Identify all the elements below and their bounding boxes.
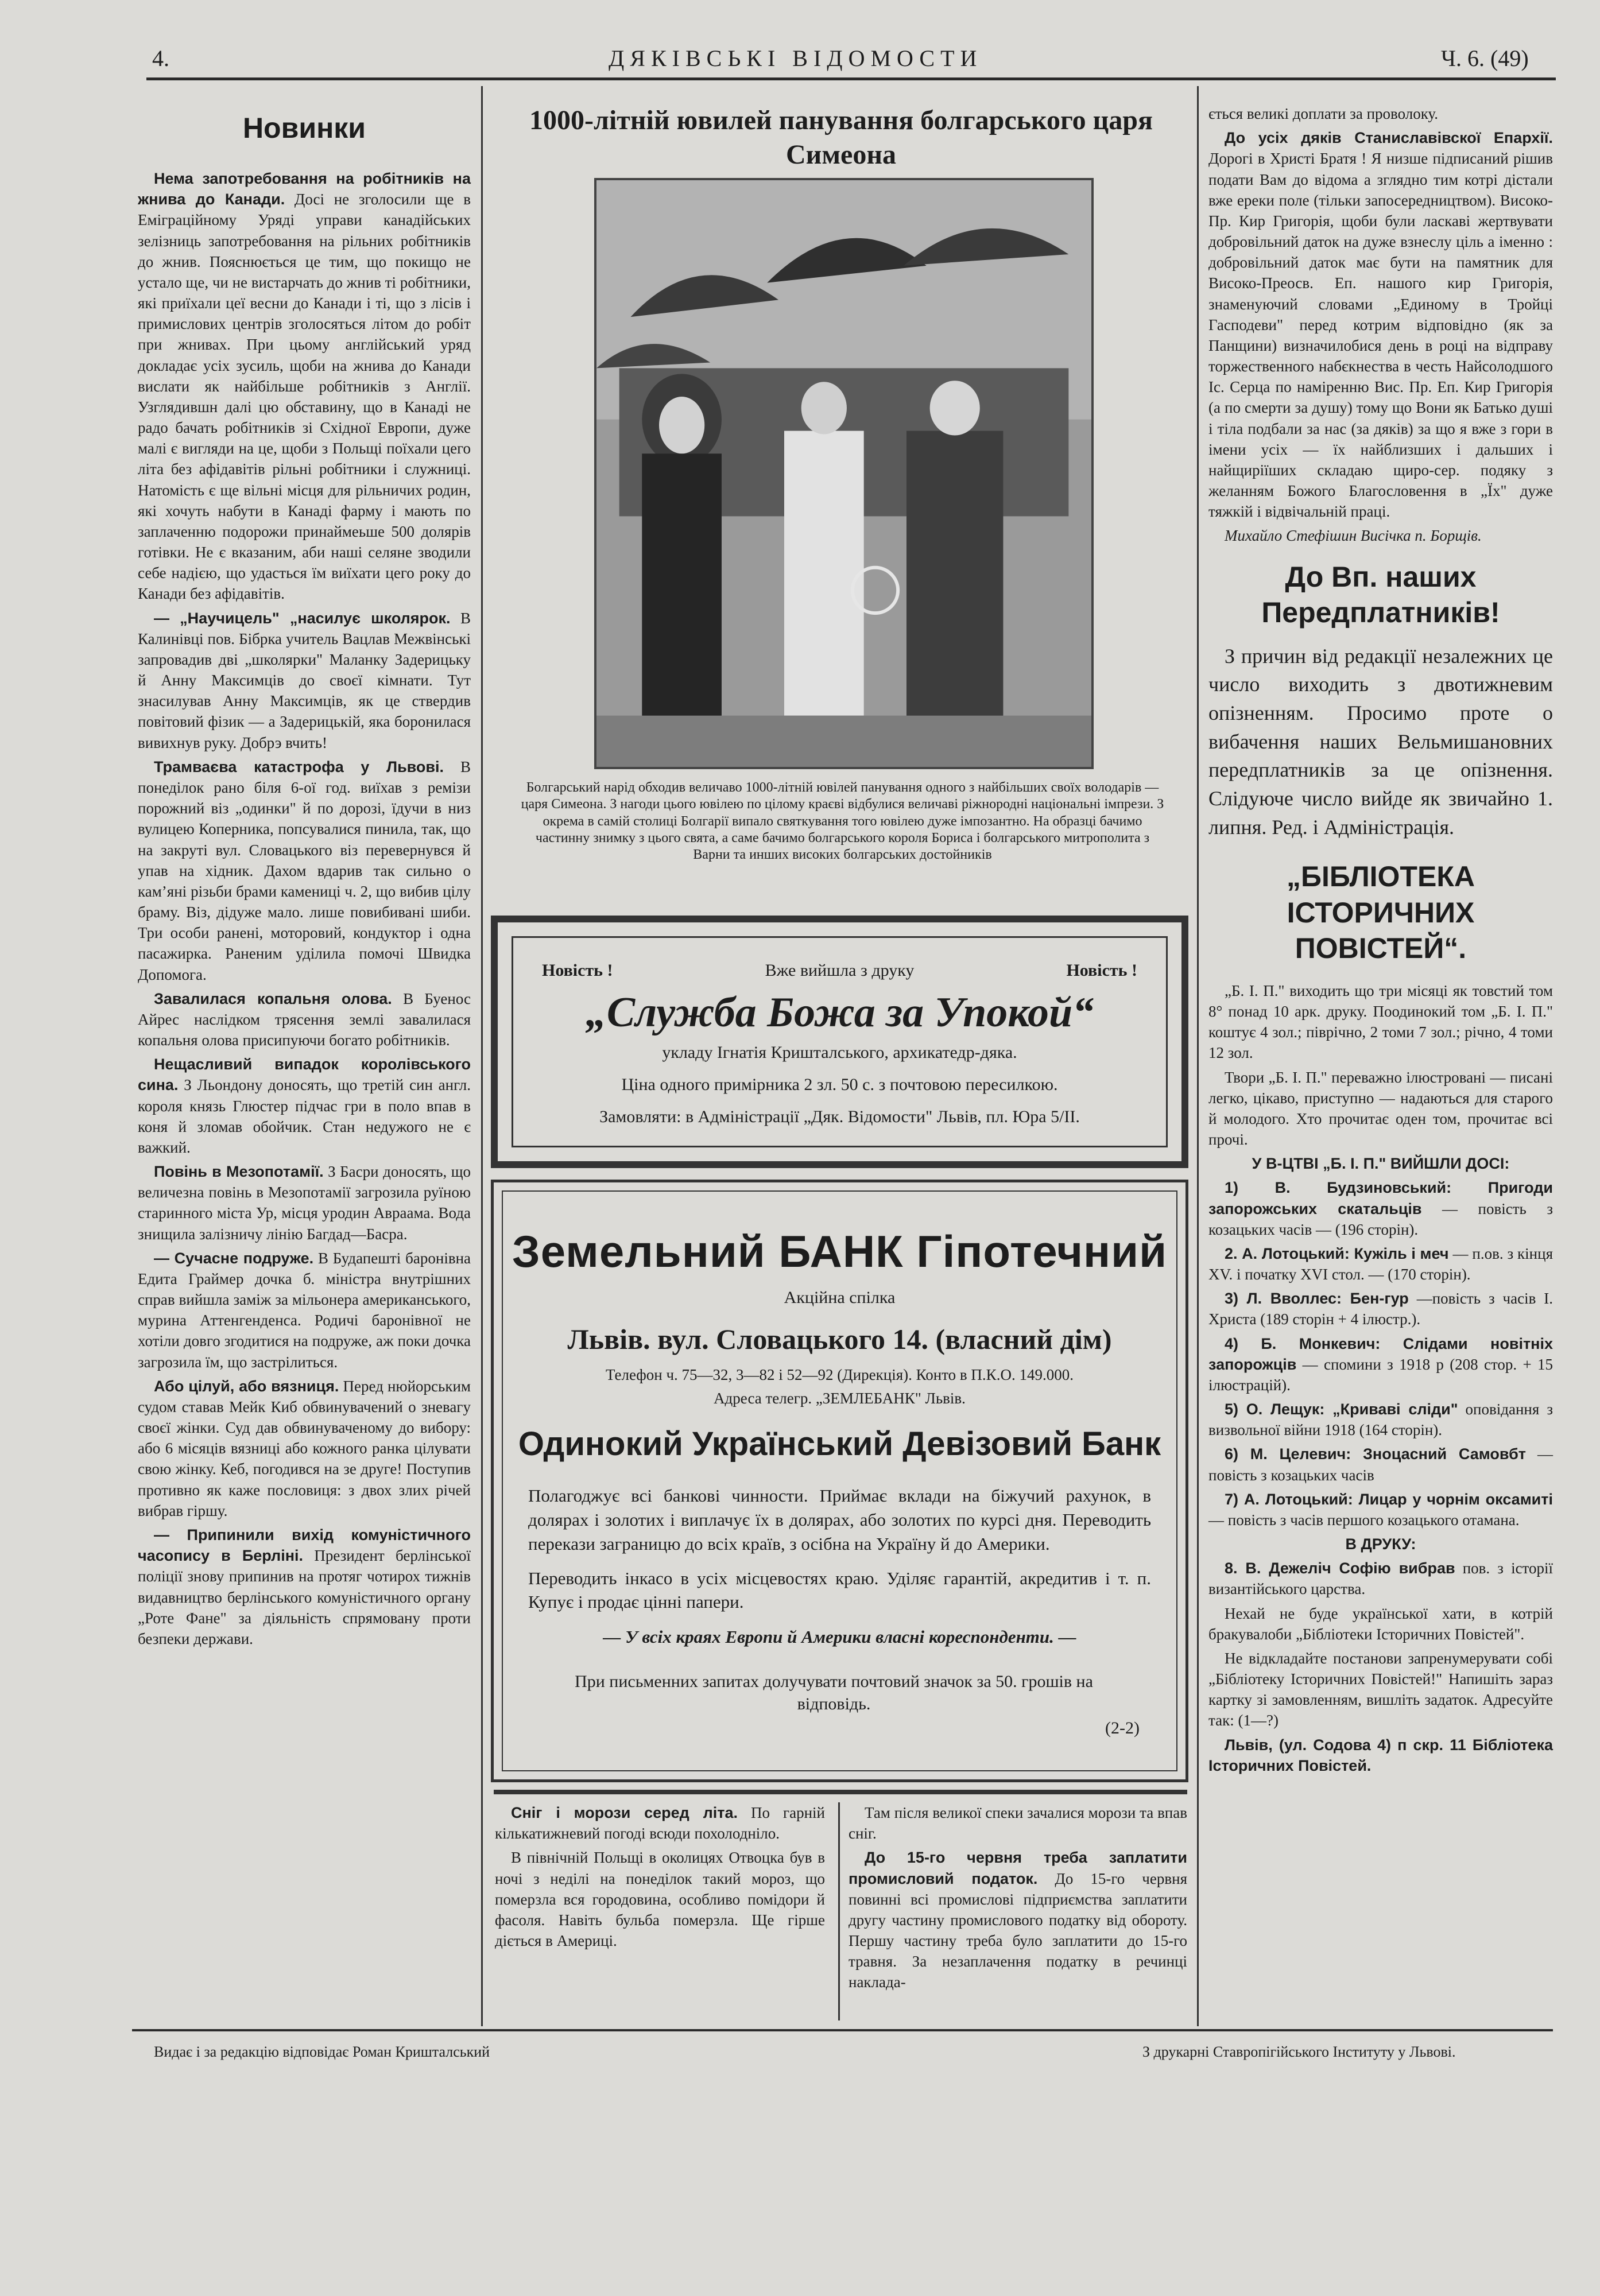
- continued-text: ється великі доплати за проволоку.: [1208, 105, 1438, 122]
- lower-right-column: [849, 1802, 1187, 1996]
- letter-signature: Михайло Стефішин Висічка п. Борщів.: [1225, 527, 1482, 545]
- photo-caption: Болгарський нарід обходив величаво 1000-літній ювілей панування одного з найбільших своїх володарів — царя Симеона. З нагоди цього ювілею по цілому краєві відбулися величаві ріжнородні національні імпрези. З окрема в самій столиці Болгарії випало святкування того ювілею дуже імпозантно. На образці бачимо частинну знимку з цього свята, а саме бачимо болгарського короля Бориса і болгарського митрополита з Варни та инших високих болгарських достойників: [521, 780, 1164, 863]
- news-item: Нещасливий випадок королівського сина. З Льондону доносять, що третій син англ. короля князь Глюстер підчас гри в поло впав в коня й зломав обойчик. Стан недужого не є важкий.: [138, 1056, 471, 1156]
- bank-services-2: Переводить інкасо в усіх місцевостях краю. Уділяє гарантій, акредитив і т. п. Купує і продає цінні папери.: [528, 1568, 1151, 1612]
- library-info: „Б. І. П." виходить що три місяці як товстий том 8° понад 10 арк. друку. Поодинокий том „Б. І. П." коштує 4 зол.; піврічно, 2 томи 7 зол.; річно, 4 томи 12 зол.: [1208, 982, 1553, 1062]
- footer-printer: З друкарні Ставропігійського Інституту у Львові.: [1142, 2043, 1456, 2060]
- book-item: 2. А. Лотоцький: Кужіль і меч — п.ов. з кінця XV. і початку XVI стол. — (170 сторін).: [1208, 1244, 1553, 1283]
- library-appeal-2: Не відкладайте постанови запренумерувати собі „Бібліотеку Історичних Повістей!" Напишіть зараз картку зі замовленням, вишліть задаток. Адресуйте так: (1—?): [1208, 1649, 1553, 1729]
- subscribers-heading: До Вп. наших Передплатників!: [1261, 560, 1500, 629]
- book-item: 6) М. Целевич: Зноцасний Самовбт — повість з козацьких часів: [1208, 1445, 1553, 1484]
- prayer-book-title: „Служба Божа за Упокой“: [585, 989, 1094, 1036]
- bank-name: Земельний БАНК Гіпотечний: [512, 1226, 1168, 1277]
- news-heading: Новинки: [242, 112, 366, 144]
- prayer-book-ad-top-row: [513, 938, 1166, 980]
- book-item: 7) А. Лотоцький: Лицар у чорнім оксамиті — повість з часів першого козацького отамана.: [1208, 1490, 1553, 1529]
- news-item: Завалилася копальня олова. В Буенос Айрес наслідком трясення землі завалилася копальня олова присипуючи богато робітників.: [138, 990, 471, 1049]
- column-divider-right: [1197, 86, 1199, 2026]
- photo-illustration: [596, 180, 1091, 767]
- bank-note: При письменних запитах долучувати почтовий значок за 50. грошів на відповідь.: [575, 1672, 1093, 1714]
- news-item: Трамваєва катастрофа у Львові. В понеділок рано біля 6-ої год. виїхав з ремізи порожний віз „одинки" й по дорозі, їдучи в низ вулицею Коперника, попсувалися пинила, так, що на закруті вул. Словацького віз перевернувся й упав на хідник. Дахом вдарив так сильно о кам’яні різьби брами камениці ч. 2, що вибив цілу браму. Віз, дідуже мало. лише повибивані шиби. Три особи ранені, моторовий, кондуктор і одна пасажирка. Раненим уділила помочі Швидка Допомога.: [138, 758, 471, 983]
- bank-services: Полагоджує всі банкові чинности. Приймає вклади на біжучий рахунок, в долярах і золотих і виплачує їх в долярах, або золотих по курсі дня. Переводить перекази заграницю до всіх країв, з осібна на Україну й до Америки.: [528, 1486, 1151, 1554]
- book-item: 1) В. Будзиновський: Пригоди запорожських скатальців — повість з козацьких часів — (196 сторін).: [1208, 1179, 1553, 1238]
- lower-column-divider: [838, 1802, 840, 2020]
- right-column: [1208, 103, 1553, 1779]
- bank-phone: Телефон ч. 75—32, 3—82 і 52—92 (Дирекція). Конто в П.К.О. 149.000.: [606, 1366, 1074, 1383]
- news-item: Нема запотребовання на робітників на жнива до Канади. Досі не зголосили ще в Еміграційному Уряді управи канадійських зелізниць запотребовання на рільних робітників до жнив. Пояснюється це тим, що покищо не устало ще, чи не вистарчать до жнив ті робітники, які приїхали цеї весни до Канади і ті, що з лісів і примислових центрів зголосяться літом до робіт при жнивах. При цьому англійський уряд докладає усіх зусиль, щоби на жнива до Канади вислати як найбільше робітників з Англії. Узглядившн далі цю обставину, що в Канаді не радо бачать робітників зі Східної Европи, дуже малі є вигляди на це, щоби з Польщі поїхали цего літа без афідавітів рільні робітники і служниці. Натомість є ще вільні місця для рільничих родин, які хочуть набути в Канаді фарму і мають по заплаченню подорожи принаймеьше 500 долярів готівки. Не є вказаним, аби наші селяне зводили себе надією, що удасться їм виїхати цего року до Канади без афідавітів.: [138, 170, 471, 603]
- footer-publisher: Видає і за редакцію відповідає Роман Кришталський: [154, 2043, 490, 2060]
- section-separator: [494, 1790, 1187, 1794]
- bank-ad: [491, 1180, 1188, 1782]
- library-info-2: Твори „Б. І. П." переважно ілюстровані — писані легко, цікаво, приступно — надаються для старого й молодого. Хто прочитає оден том, прочитає всі прочі.: [1208, 1068, 1553, 1149]
- issue-number: Ч. 6. (49): [1441, 45, 1529, 71]
- lower-left-column: [495, 1802, 825, 1954]
- bank-ad-frame: [502, 1190, 1177, 1771]
- printed-label: Вже вийшла з друку: [765, 961, 915, 980]
- book-item: 4) Б. Монкевич: Слідами новітніх запорожців — спомини з 1918 р (208 стор. + 15 ілюстрацій).: [1208, 1335, 1553, 1394]
- book-item: 5) О. Лещук: „Криваві сліди" оповідання з визвольної війни 1918 (164 сторін).: [1208, 1401, 1553, 1439]
- ceremony-photo: [594, 178, 1094, 769]
- published-heading: У В-ЦТВІ „Б. І. П." ВИЙШЛИ ДОСІ:: [1252, 1155, 1510, 1173]
- masthead-title: ДЯКІВСЬКІ ВІДОМОСТИ: [609, 45, 983, 71]
- news-item: Там після великої спеки зачалися морози та впав сніг.: [849, 1804, 1187, 1843]
- prayer-book-price: Ціна одного примірника 2 зл. 50 с. з почтовою пересилкою.: [621, 1075, 1058, 1094]
- library-address: Львів, (ул. Содова 4) п скр. 11 Бібліотека Історичних Повістей.: [1208, 1736, 1553, 1774]
- news-item: Сніг і морози серед літа. По гарній кількатижневий погоді всюди похолодніло.: [495, 1804, 825, 1843]
- book-item: 3) Л. Вволлес: Бен-гур —повість з часів І. Христа (189 сторін + 4 ілюстр.).: [1208, 1290, 1553, 1328]
- news-item: Або цілуй, або вязниця. Перед нюйорським судом ставав Мейк Киб обвинувачений о зневагу своєї жінки. Суд дав обвинуваченому до вибору: або 6 місяців вязниці або кожного ранка цілувати свою жінку. Кеб, погодився на зе друге! Поступив противно як каже пословиця: з двох злих річей вибрав гіршу.: [138, 1377, 471, 1519]
- bank-address: Львів. вул. Словацького 14. (власний дім): [567, 1323, 1112, 1355]
- bank-company-type: Акційна спілка: [784, 1288, 896, 1307]
- library-heading: „БІБЛІОТЕКА ІСТОРИЧНИХ ПОВІСТЕЙ“.: [1287, 860, 1475, 965]
- in-press-heading: В ДРУКУ:: [1345, 1535, 1416, 1553]
- prayer-book-ad: [491, 916, 1188, 1168]
- bank-telegram: Адреса телегр. „ЗЕМЛЕБАНК" Львів.: [714, 1390, 966, 1407]
- prayer-book-ad-frame: [512, 936, 1168, 1147]
- news-item: — Сучасне подруже. В Будапешті баронівна Едита Граймер дочка б. міністра внутрішних справ вийшла заміж за мільонера американського, мурина Аттенгенденса. Родичі баронівної не хотіли довго згодитися на подруже, аж поки дочка загрозила їм, що застрілиться.: [138, 1249, 471, 1371]
- column-divider-left: [481, 86, 483, 2026]
- left-column: [138, 103, 471, 1653]
- news-item: В північній Польщі в околицях Отвоцка був в ночі з неділі на понеділок такий мороз, що померзла вся городовина, особливо помідори й фасоля. Навіть бульба померзла. Ще гірше діється в Америці.: [495, 1849, 825, 1950]
- subscribers-notice: З причин від редакції незалежних це число виходить з двотижневим опізненням. Просимо проте о вибачення наших Вельмишановних передплатників за це опізнення. Слідуюче число вийде як звичайно 1. липня. Ред. і Адміністрація.: [1208, 644, 1553, 839]
- library-appeal: Нехай не буде української хати, в котрій бракувалоби „Бібліотеки Історичних Повістей".: [1208, 1604, 1553, 1643]
- news-item: — Припинили вихід комуністичного часопису в Берліні. Президент берлінської поліції знову припинив на протяг чотирох тижнів видавництво берлінського комуністичного органу „Роте Фане" за діяльність спрямовану проти безпеки держави.: [138, 1526, 471, 1647]
- prayer-book-author: укладу Ігнатія Кришталського, архикатедр-дяка.: [662, 1043, 1017, 1062]
- news-label-left: Новість !: [542, 961, 613, 980]
- bank-ad-code: (2-2): [1105, 1719, 1140, 1737]
- prayer-book-order: Замовляти: в Адміністрації „Дяк. Відомости" Львів, пл. Юра 5/ІІ.: [599, 1107, 1080, 1126]
- page-number: 4.: [152, 45, 169, 71]
- news-item: Повінь в Мезопотамії. З Басри доносять, що величезна повінь в Мезопотамії загрозила руїною старинного міста Ур, місця уродин Авраама. Вода знищила залізничу лінію Багдад—Басра.: [138, 1163, 471, 1243]
- header-rule: [146, 77, 1556, 80]
- bank-correspondents: — У всіх краях Европи й Америки власні кореспонденти. —: [603, 1627, 1076, 1647]
- book-item: 8. В. Дежеліч Софію вибрав пов. з історії византійського царства.: [1208, 1560, 1553, 1598]
- news-label-right: Новість !: [1066, 961, 1137, 980]
- news-item: — „Научицель" „насилує школярок. В Калинівці пов. Бібрка учитель Вацлав Межвінські запровадив дві „школярки" Маланку Задерицьку й Анну Максимців до своєї кімнати. Тут знасилував Анну Максимців, як це ствердив повітовий фізик — а Задерицькій, яка боронилася вивихнув руку. Добрэ вчить!: [138, 609, 471, 751]
- article-title: 1000-літній ювилей панування болгарського царя Симеона: [529, 105, 1153, 170]
- news-item: До 15-го червня треба заплатити промисловий податок. До 15-го червня повинні всі промислові підприємства заплатити другу частину промислового податку від обороту. Першу частину треба було заплатити до 15-го травня. За незаплачення податку в речинці наклада-: [849, 1849, 1187, 1991]
- footer-rule: [132, 2029, 1553, 2031]
- appeal-code: (1—?): [1238, 1712, 1279, 1729]
- letter-to-cantors: До усіх дяків Станиславівскої Епархії. Дорогі в Христі Братя ! Я низше підписаний рішив подати Вам до відома а зглядно тим котрі дістали вже ереки поле (тільки запосередництвом). Високо-Пр. Кир Григорія, щоби були ласкаві жертвувати добровільний даток на дуже взнеслу ціль а іменно : добровільний даток має бути на памятник для Високо-Преосв. Еп. нашого кир Григорія, знаменуючий словами „Единому в Тройці Гасподеви" перед котрим відповідно (як за Панщини) визначилобися день в році на відправу торжественного набєкнества в честь Найсолодшого Іс. Серца по наміренню Вис. Пр. Еп. Кир Григорія (а по смерти за душу) тому що Вони як Батько душі і тіла подбали за нас (за дяків) за що я вже з гори в імени усіх — їх найблизших і дальших і найщиріїших складаю щиро-сер. подяку з желанням Божого Благословення в „Їх" дуже тяжкій і відвічальній праці.: [1208, 129, 1553, 521]
- bank-slogan: Одинокий Український Девізовий Банк: [518, 1425, 1161, 1463]
